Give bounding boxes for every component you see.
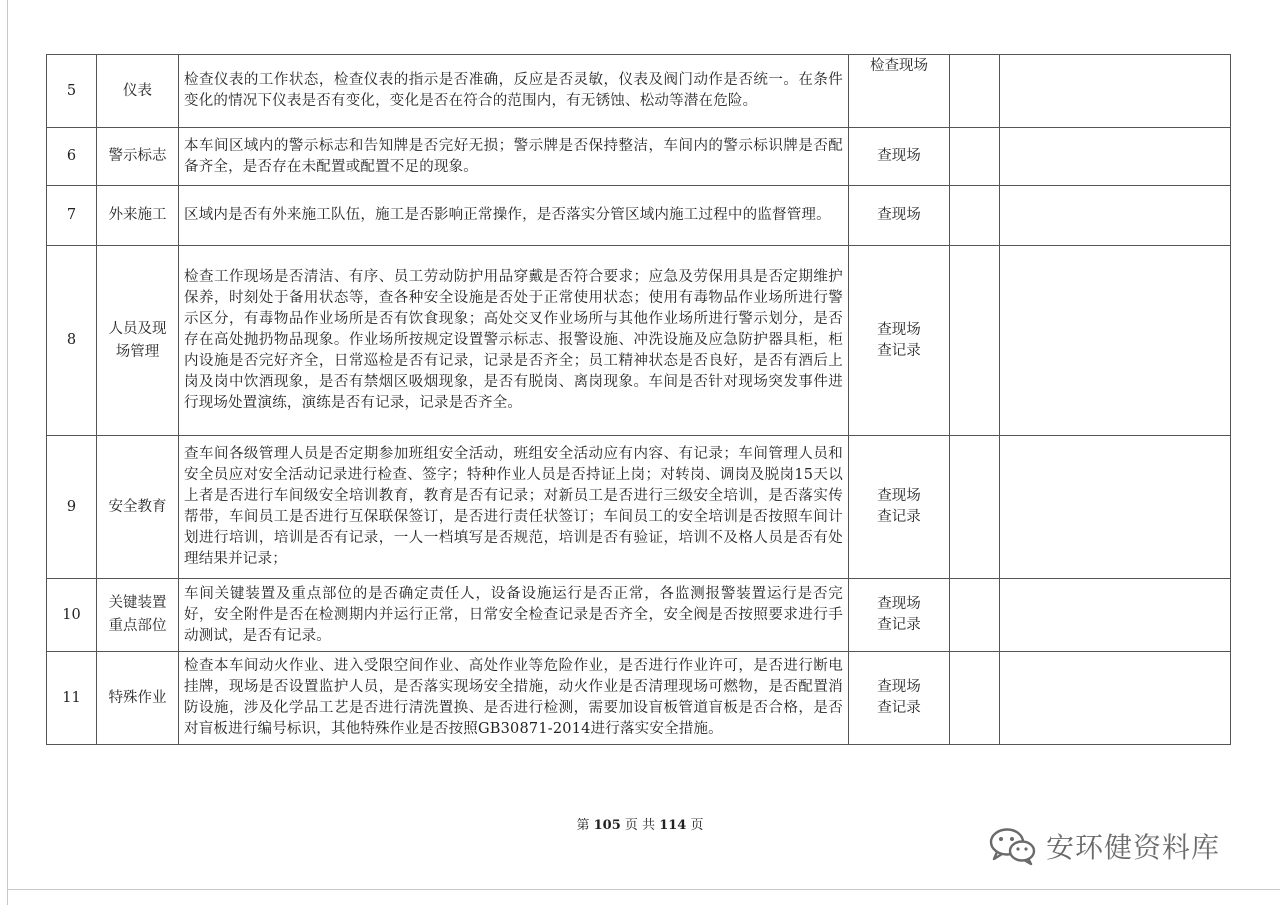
check-content: 检查本车间动火作业、进入受限空间作业、高处作业等危险作业，是否进行作业许可，是否进行断电挂牌，现场是否设置监护人员，是否落实现场安全措施，动火作业是否清理现场可燃物，是否配置消防设施，涉及化学品工艺是否进行清洗置换、是否进行检测，需要加设盲板管道盲板是否合格，是否对盲板进行编号标识，其他特殊作业是否按照GB30871-2014进行落实安全措施。 <box>179 652 849 745</box>
row-number: 11 <box>47 652 97 745</box>
table-row <box>47 55 1231 128</box>
check-method: 查现场 查记录 <box>849 436 950 579</box>
total-page-number: 114 <box>659 818 687 833</box>
check-content: 查车间各级管理人员是否定期参加班组安全活动，班组安全活动应有内容、有记录；车间管理人员和安全员应对安全活动记录进行检查、签字；特种作业人员是否持证上岗；对转岗、调岗及脱岗15天以上者是否进行车间级安全培训教育，教育是否有记录；对新员工是否进行三级安全培训，是否落实传帮带，车间员工是否进行互保联保签订，是否进行责任状签订；车间员工的安全培训是否按照车间计划进行培训，培训是否有记录，一人一档填写是否规范，培训是否有验证，培训不及格人员是否有处理结果并记录； <box>179 436 849 579</box>
check-content: 检查仪表的工作状态，检查仪表的指示是否准确，反应是否灵敏，仪表及阀门动作是否统一。在条件变化的情况下仪表是否有变化，变化是否在符合的范围内，有无锈蚀、松动等潜在危险。 <box>179 55 849 128</box>
current-page-number: 105 <box>593 818 621 833</box>
table-row <box>47 652 1231 745</box>
result-cell <box>950 652 1000 745</box>
row-number: 8 <box>47 246 97 436</box>
check-item: 外来施工 <box>97 186 179 246</box>
footer-prefix: 第 <box>576 818 590 833</box>
remark-cell <box>1000 246 1231 436</box>
page-edge-bottom <box>7 889 1280 890</box>
table-row <box>47 436 1231 579</box>
row-number: 5 <box>47 55 97 128</box>
result-cell <box>950 128 1000 186</box>
check-method: 查现场 <box>849 128 950 186</box>
remark-cell <box>1000 436 1231 579</box>
result-cell <box>950 55 1000 128</box>
check-method: 检查现场 <box>849 55 950 128</box>
check-method: 查现场 查记录 <box>849 579 950 652</box>
watermark-text: 安环健资料库 <box>1046 831 1221 864</box>
check-content: 本车间区域内的警示标志和告知牌是否完好无损；警示牌是否保持整洁，车间内的警示标识牌是否配备齐全，是否存在未配置或配置不足的现象。 <box>179 128 849 186</box>
result-cell <box>950 436 1000 579</box>
footer-suffix: 页 <box>690 818 704 833</box>
row-number: 10 <box>47 579 97 652</box>
row-number: 7 <box>47 186 97 246</box>
watermark <box>988 826 1220 866</box>
check-method: 查现场 查记录 <box>849 246 950 436</box>
check-item: 关键装置重点部位 <box>97 579 179 652</box>
result-cell <box>950 579 1000 652</box>
check-content: 区域内是否有外来施工队伍，施工是否影响正常操作，是否落实分管区域内施工过程中的监督管理。 <box>179 186 849 246</box>
safety-checklist-table <box>46 54 1231 745</box>
check-item: 特殊作业 <box>97 652 179 745</box>
table-row <box>47 128 1231 186</box>
row-number: 6 <box>47 128 97 186</box>
check-content: 车间关键装置及重点部位的是否确定责任人，设备设施运行是否正常，各监测报警装置运行是否完好，安全附件是否在检测期内并运行正常，日常安全检查记录是否齐全，安全阀是否按照要求进行手动测试，是否有记录。 <box>179 579 849 652</box>
check-method: 查现场 <box>849 186 950 246</box>
check-method: 查现场 查记录 <box>849 652 950 745</box>
remark-cell <box>1000 579 1231 652</box>
result-cell <box>950 246 1000 436</box>
check-item: 人员及现场管理 <box>97 246 179 436</box>
footer-middle: 页 共 <box>624 818 656 833</box>
row-number: 9 <box>47 436 97 579</box>
page-edge-left <box>7 0 8 905</box>
check-item: 安全教育 <box>97 436 179 579</box>
wechat-icon <box>988 826 1038 866</box>
remark-cell <box>1000 652 1231 745</box>
table-row <box>47 186 1231 246</box>
check-content: 检查工作现场是否清洁、有序、员工劳动防护用品穿戴是否符合要求；应急及劳保用具是否定期维护保养，时刻处于备用状态等，查各种安全设施是否处于正常使用状态；使用有毒物品作业场所进行警示区分，有毒物品作业场所是否有饮食现象；高处交叉作业场所与其他作业场所进行警示划分，是否存在高处抛扔物品现象。作业场所按规定设置警示标志、报警设施、冲洗设施及应急防护器具柜，柜内设施是否完好齐全，日常巡检是否有记录，记录是否齐全；员工精神状态是否良好，是否有酒后上岗及岗中饮酒现象，是否有禁烟区吸烟现象，是否有脱岗、离岗现象。车间是否针对现场突发事件进行现场处置演练，演练是否有记录，记录是否齐全。 <box>179 246 849 436</box>
table-row <box>47 246 1231 436</box>
table-row <box>47 579 1231 652</box>
result-cell <box>950 186 1000 246</box>
remark-cell <box>1000 186 1231 246</box>
remark-cell <box>1000 128 1231 186</box>
remark-cell <box>1000 55 1231 128</box>
check-item: 警示标志 <box>97 128 179 186</box>
check-item: 仪表 <box>97 55 179 128</box>
